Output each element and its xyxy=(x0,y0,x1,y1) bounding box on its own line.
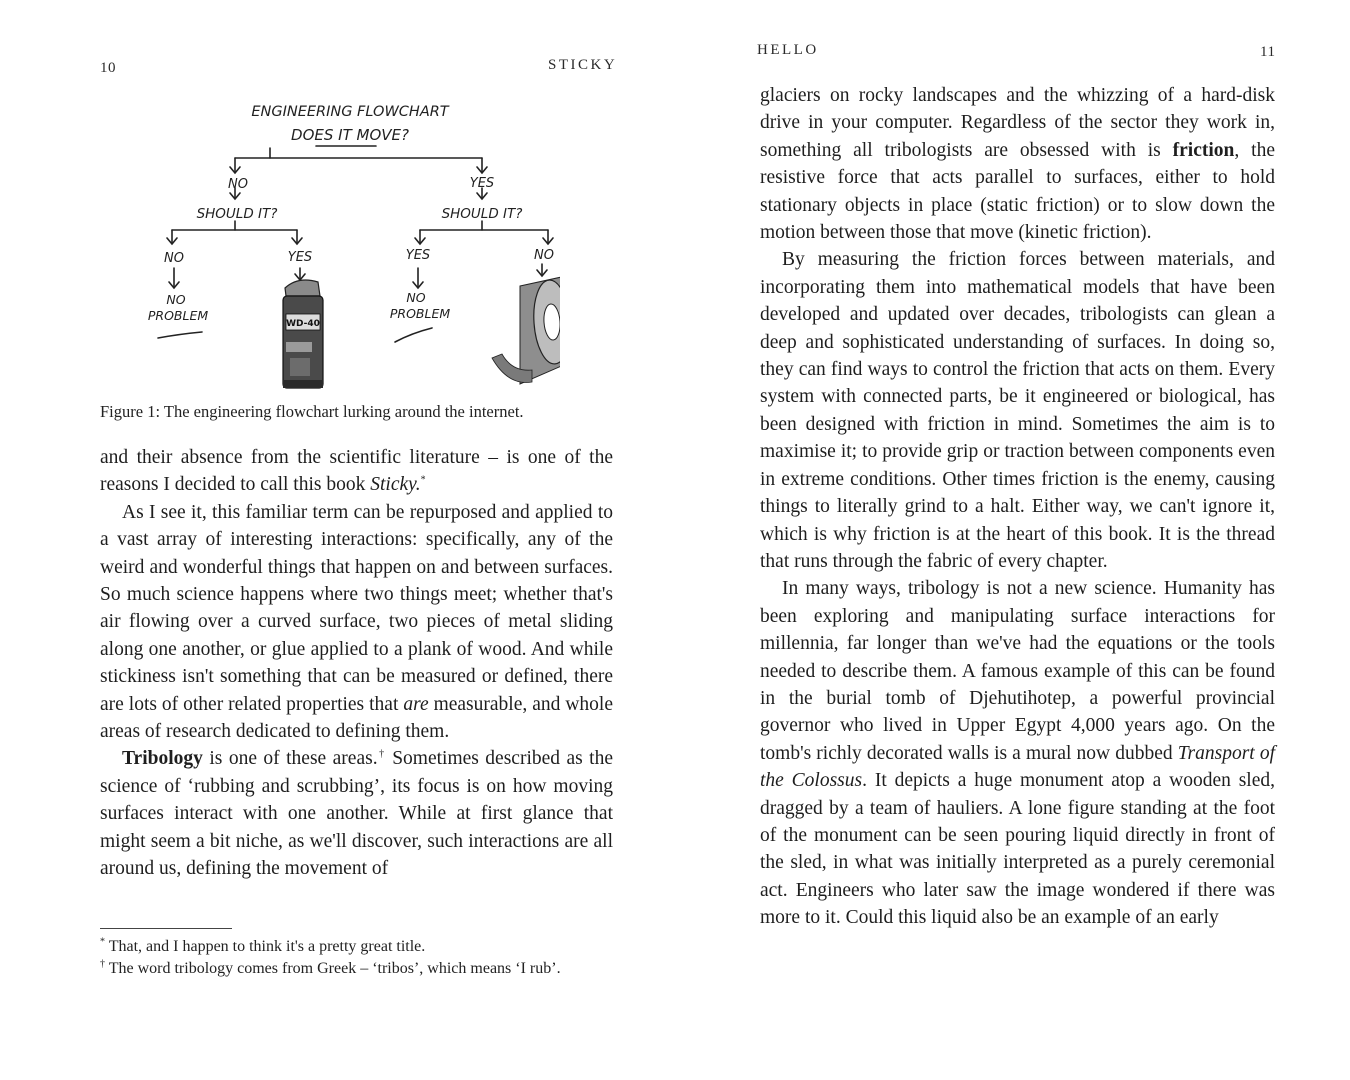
footnote: * That, and I happen to think it's a pretty great title. xyxy=(100,936,426,955)
flowchart-right-yes: YES xyxy=(405,248,431,263)
paragraph: By measuring the friction forces between materials, and incorporating them into mathematical models that have been developed and updated over decades, tribologists can glean a deep and sophisticated understanding of surfaces. In doing so, they can find ways to control the friction that acts on them. Every system with connected parts, be it engineered or biological, has been designed with friction in mind. Sometimes the aim is to maximise it; to provide grip or traction between components even in extreme conditions. Other times friction is the enemy, causing things to literally grind to a halt. Either way, we can't ignore it, which is why friction is at the heart of this book. It is the thread that runs through the fabric of every chapter. xyxy=(760,249,1275,572)
term-friction: friction xyxy=(1172,139,1235,161)
paragraph: In many ways, tribology is not a new science. Humanity has been exploring and manipulating surface interactions for millennia, far longer than we've had the equations or the tools needed to describe them. A famous example of this can be found in the burial tomb of Djehutihotep, a powerful provincial governor who lived in Upper Egypt 4,000 years ago. On the tomb's richly decorated walls is a mural now dubbed Transport of the Colossus. It depicts a huge monument atop a wooden sled, dragged by a team of hauliers. A lone figure standing at the foot of the monument can be seen pouring liquid directly in front of the sled, in what was initially interpreted as a purely ceremonial act. Engineers who later saw the image wondered if there was more to it. Could this liquid also be an example of an early xyxy=(760,578,1276,929)
flowchart-left-yes: YES xyxy=(287,250,313,265)
footnote-divider xyxy=(100,928,232,929)
flowchart-question: DOES IT MOVE? xyxy=(291,126,409,144)
flowchart-no-label: NO xyxy=(228,177,248,192)
running-head-right: HELLO xyxy=(757,42,819,58)
flowchart-left-no: NO xyxy=(164,251,184,266)
flowchart-yes-label: YES xyxy=(469,176,495,191)
page-number-left: 10 xyxy=(100,60,116,76)
flowchart-right-result-2: PROBLEM xyxy=(389,306,451,321)
flowchart-right-no: NO xyxy=(534,248,554,263)
flowchart-right-result-1: NO xyxy=(406,290,426,305)
paragraph: and their absence from the scientific literature – is one of the reasons I decided to call this book Sticky.* xyxy=(100,447,613,496)
left-body-text xyxy=(100,444,613,883)
duct-tape-illustration xyxy=(492,276,560,384)
wd40-can-illustration xyxy=(283,280,323,388)
footnote: † The word tribology comes from Greek – ‘tribos’, which means ‘I rub’. xyxy=(100,958,561,977)
right-page xyxy=(675,0,1350,1080)
page-number-right: 11 xyxy=(1260,44,1276,60)
footnotes xyxy=(100,936,613,980)
paragraph: As I see it, this familiar term can be repurposed and applied to a vast array of interesting interactions: specifically, any of the weird and wonderful things that happen on and between surfaces. So much science happens where two things meet; whether that's air flowing over a curved surface, two pieces of metal sliding along one another, or glue applied to a plank of wood. And while stickiness isn't something that can be measured or defined, there are lots of other related properties that are measurable, and whole areas of research dedicated to defining them. xyxy=(100,501,613,743)
paragraph: glaciers on rocky landscapes and the whizzing of a hard-disk drive in your computer. Regardless of the sector they work in, something all tribologists are obsessed with is friction, the resistive force that acts parallel to surfaces, either to hold stationary objects in place (static friction) or to slow down the motion between those that move (kinetic friction). xyxy=(760,85,1275,244)
flowchart-left-result-2: PROBLEM xyxy=(147,308,209,323)
running-head-left: STICKY xyxy=(548,57,618,73)
wd40-label: WD-40 xyxy=(286,319,320,329)
figure-caption: Figure 1: The engineering flowchart lurking around the internet. xyxy=(100,402,524,421)
engineering-flowchart xyxy=(140,96,560,396)
flowchart-title: ENGINEERING FLOWCHART xyxy=(251,104,449,120)
paragraph: Tribology is one of these areas.† Sometimes described as the science of ‘rubbing and scrubbing’, its focus is on how moving surfaces interact with one another. While at first glance that might seem a bit niche, as we'll discover, such interactions are all around us, defining the movement of xyxy=(100,748,613,880)
flowchart-should-it-left: SHOULD IT? xyxy=(196,206,278,222)
flowchart-should-it-right: SHOULD IT? xyxy=(441,206,523,222)
right-body-text xyxy=(760,82,1275,932)
term-tribology: Tribology xyxy=(122,748,203,770)
flowchart-left-result-1: NO xyxy=(166,292,186,307)
